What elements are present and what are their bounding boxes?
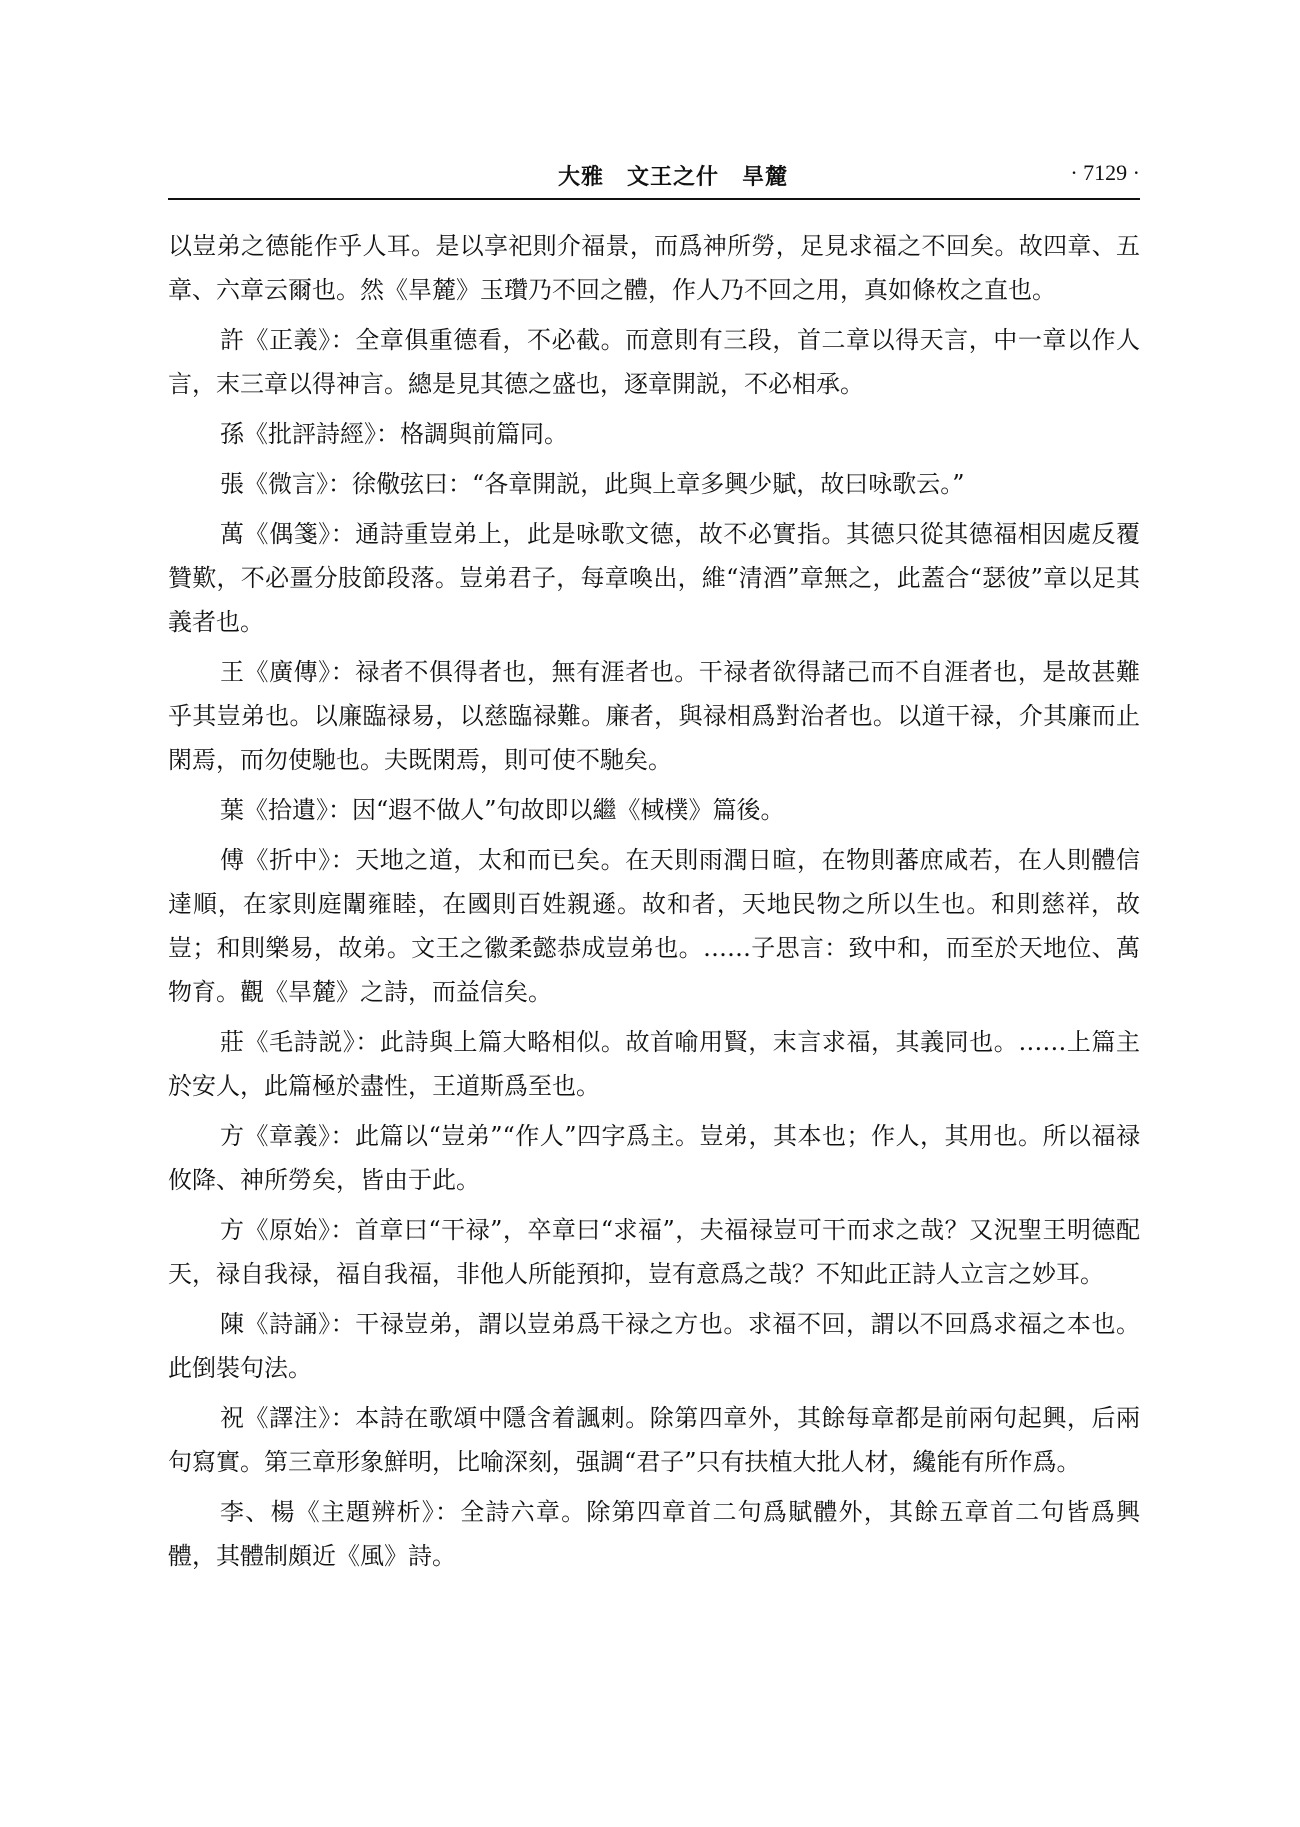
running-header-title: 大雅 文王之什 旱麓 <box>558 164 789 190</box>
commentary-paragraph: 傅《折中》：天地之道，太和而已矣。在天則雨潤日暄，在物則蕃庶咸若，在人則體信達順，在家則庭闈雍睦，在國則百姓親遜。故和者，天地民物之所以生也。和則慈祥，故豈；和則樂易，故弟。文王之徽柔懿恭成豈弟也。……子思言：致中和，而至於天地位、萬物育。觀《旱麓》之詩，而益信矣。 <box>168 846 1140 1006</box>
header-rule <box>168 198 1140 200</box>
commentary-paragraph: 祝《譯注》：本詩在歌頌中隱含着諷刺。除第四章外，其餘每章都是前兩句起興，后兩句寫實。第三章形象鮮明，比喻深刻，强調“君子”只有扶植大批人材，纔能有所作爲。 <box>168 1404 1140 1476</box>
commentary-paragraph: 張《微言》：徐儆弦曰：“各章開説，此與上章多興少賦，故曰咏歌云。” <box>220 470 965 498</box>
commentary-paragraph: 莊《毛詩説》：此詩與上篇大略相似。故首喻用賢，末言求福，其義同也。……上篇主於安人，此篇極於盡性，王道斯爲至也。 <box>168 1028 1140 1100</box>
commentary-body <box>168 224 1140 1584</box>
commentary-paragraph: 許《正義》：全章俱重德看，不必截。而意則有三段，首二章以得天言，中一章以作人言，末三章以得神言。總是見其德之盛也，逐章開説，不必相承。 <box>168 326 1140 398</box>
running-header <box>168 160 1140 196</box>
commentary-paragraph: 萬《偶箋》：通詩重豈弟上，此是咏歌文德，故不必實指。其德只從其德福相因處反覆贊歎，不必畺分肢節段落。豈弟君子，每章喚出，維“清酒”章無之，此蓋合“瑟彼”章以足其義者也。 <box>168 520 1140 636</box>
commentary-paragraph: 方《章義》：此篇以“豈弟”“作人”四字爲主。豈弟，其本也；作人，其用也。所以福禄攸降、神所勞矣，皆由于此。 <box>168 1122 1140 1194</box>
commentary-paragraph: 方《原始》：首章曰“干禄”，卒章曰“求福”，夫福禄豈可干而求之哉？又況聖王明德配天，禄自我禄，福自我福，非他人所能預抑，豈有意爲之哉？不知此正詩人立言之妙耳。 <box>168 1216 1140 1288</box>
page-number: · 7129 · <box>1070 160 1140 185</box>
commentary-paragraph: 陳《詩誦》：干禄豈弟，謂以豈弟爲干禄之方也。求福不回，謂以不回爲求福之本也。此倒裝句法。 <box>168 1310 1140 1382</box>
commentary-paragraph: 葉《拾遺》：因“遐不做人”句故即以繼《棫樸》篇後。 <box>220 796 785 824</box>
commentary-paragraph: 王《廣傳》：禄者不俱得者也，無有涯者也。干禄者欲得諸己而不自涯者也，是故甚難乎其豈弟也。以廉臨禄易，以慈臨禄難。廉者，與禄相爲對治者也。以道干禄，介其廉而止閑焉，而勿使馳也。夫既閑焉，則可使不馳矣。 <box>168 658 1140 774</box>
commentary-paragraph: 李、楊《主題辨析》：全詩六章。除第四章首二句爲賦體外，其餘五章首二句皆爲興體，其體制頗近《風》詩。 <box>168 1498 1140 1570</box>
commentary-paragraph: 以豈弟之德能作乎人耳。是以享祀則介福景，而爲神所勞，足見求福之不回矣。故四章、五章、六章云爾也。然《旱麓》玉瓚乃不回之體，作人乃不回之用，真如條枚之直也。 <box>168 232 1140 304</box>
commentary-paragraph: 孫《批評詩經》：格調與前篇同。 <box>220 420 568 448</box>
